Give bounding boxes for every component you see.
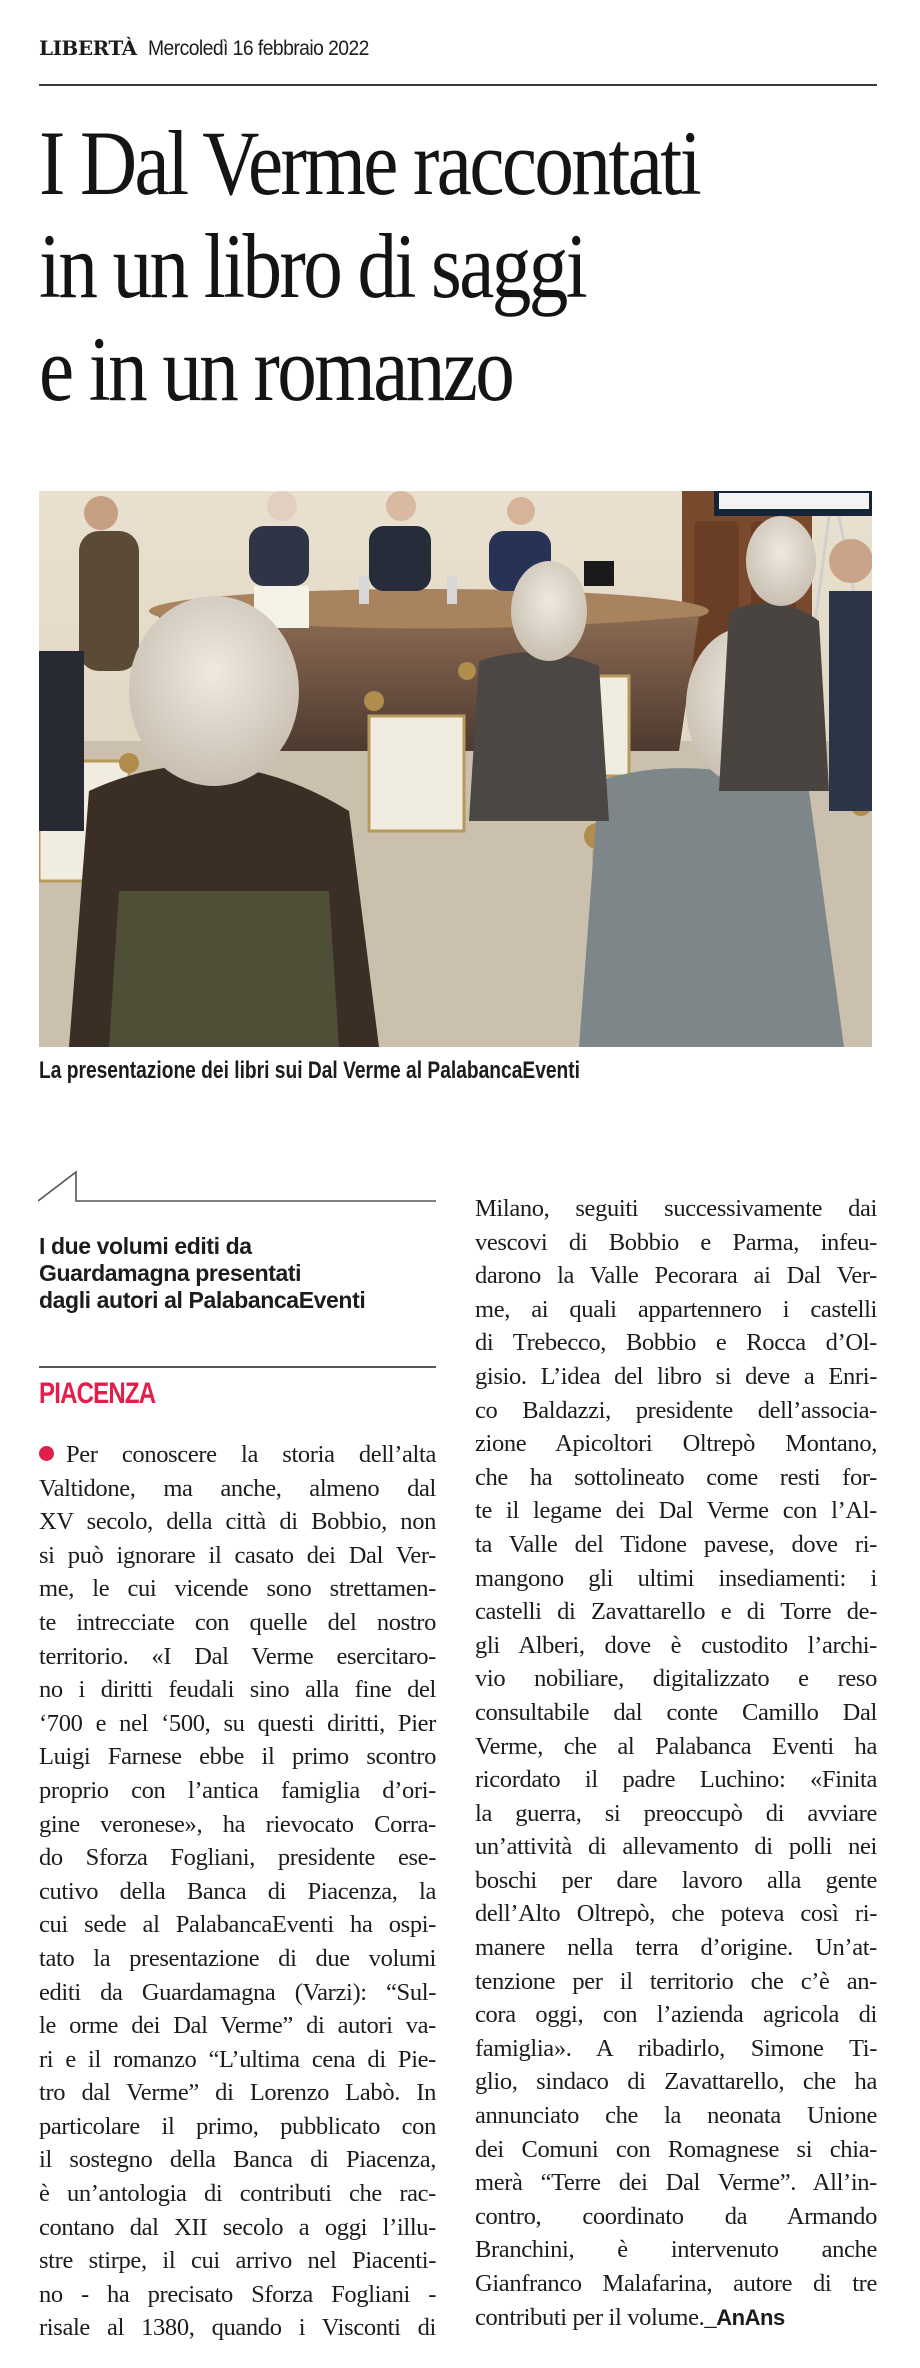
body-line: stre stirpe, il cui arrivo nel Piacenti- (39, 2247, 436, 2275)
masthead-divider (39, 84, 877, 86)
body-line: dei Comuni con Romagnese si chia- (475, 2135, 877, 2163)
body-line: cora oggi, con l’azienda agricola di (475, 2001, 877, 2029)
article-headline (39, 112, 899, 421)
body-line-last: contributi per il volume._AnAns (475, 2303, 785, 2331)
body-line: contro, coordinato da Armando (475, 2202, 877, 2230)
body-line: no i diritti feudali sino alla fine del (39, 1676, 436, 1704)
audience-member-left-edge (39, 651, 84, 831)
kicker-divider (39, 1366, 436, 1368)
red-bullet-icon (39, 1446, 54, 1461)
body-line: co Baldazzi, presidente dell’associa- (475, 1396, 877, 1424)
masthead (39, 34, 388, 63)
body-line: zione Apicoltori Oltrepò Montano, (475, 1430, 877, 1458)
body-line: famiglia». A ribadirlo, Simone Ti- (475, 2034, 877, 2062)
body-line: editi da Guardamagna (Varzi): “Sul- (39, 1978, 436, 2006)
body-line: un’attività di allevamento di polli nei (475, 1833, 877, 1861)
photo-caption: La presentazione dei libri sui Dal Verme al PalabancaEventi (39, 1057, 581, 1084)
body-line: ‘700 e nel ‘500, su questi diritti, Pier (39, 1709, 436, 1737)
body-line: ri e il romanzo “L’ultima cena di Pie- (39, 2045, 436, 2073)
body-line: le orme dei Dal Verme” di autori va- (39, 2012, 436, 2040)
body-line: contano dal XII secolo a oggi l’illu- (39, 2213, 436, 2241)
body-line: darono la Valle Pecorara ai Dal Ver- (475, 1262, 877, 1290)
body-line: castelli di Zavattarello e di Torre de- (475, 1598, 877, 1626)
body-line: gine veronese», ha rievocato Corra- (39, 1810, 436, 1838)
newspaper-name: LIBERTÀ (39, 36, 137, 60)
body-line: che ha sottolineato come resti for- (475, 1463, 877, 1491)
subheading-line: I due volumi editi da (39, 1233, 252, 1259)
body-line: gli Alberi, dove è custodito l’archi- (475, 1631, 877, 1659)
body-line: XV secolo, della città di Bobbio, non (39, 1508, 436, 1536)
subheading-line: Guardamagna presentati (39, 1260, 302, 1286)
body-line: Verme, che al Palabanca Eventi ha (475, 1732, 877, 1760)
body-line: proprio con l’antica famiglia d’ori- (39, 1776, 436, 1804)
body-line: do Sforza Fogliani, presidente ese- (39, 1844, 436, 1872)
headline-line: e in un romanzo (39, 318, 513, 420)
body-line: te il legame dei Dal Verme con l’Al- (475, 1497, 877, 1525)
body-line: gisio. L’idea del libro si deve a Enri- (475, 1362, 877, 1390)
body-line: tato la presentazione di due volumi (39, 1944, 436, 1972)
body-line: di Trebecco, Bobbio e Rocca d’Ol- (475, 1329, 877, 1357)
location-kicker: PIACENZA (39, 1377, 156, 1410)
body-column-right (475, 1192, 877, 2334)
author-signature: AnAns (716, 2304, 785, 2330)
body-line-first: Per conoscere la storia dell’alta (39, 1438, 436, 1472)
body-line: cui sede al PalabancaEventi ha ospi- (39, 1911, 436, 1939)
photo-illustration (39, 491, 872, 1047)
body-line: tro dal Verme” di Lorenzo Labò. In (39, 2079, 436, 2107)
body-line: Valtidone, ma anche, almeno dal (39, 1474, 436, 1502)
body-line: glio, sindaco di Zavattarello, che ha (475, 2068, 877, 2096)
article-photo (39, 491, 872, 1047)
body-line: vio nobiliare, digitalizzato e reso (475, 1665, 877, 1693)
body-line: me, ai quali appartennero i castelli (475, 1295, 877, 1323)
body-line: tenzione per il territorio che c’è an- (475, 1967, 877, 1995)
body-line: manere nella terra d’origine. Un’at- (475, 1934, 877, 1962)
body-line: il sostegno della Banca di Piacenza, (39, 2146, 436, 2174)
headline-line: in un libro di saggi (39, 215, 586, 317)
body-line: te intrecciate con quelle del nostro (39, 1608, 436, 1636)
body-line: cutivo della Banca di Piacenza, la (39, 1877, 436, 1905)
body-line: la guerra, si preoccupò di avviare (475, 1799, 877, 1827)
body-line: vescovi di Bobbio e Parma, infeu- (475, 1228, 877, 1256)
body-line: merà “Terre dei Dal Verme”. All’in- (475, 2169, 877, 2197)
body-line: Milano, seguiti successivamente dai (475, 1195, 877, 1222)
body-line: no - ha precisato Sforza Fogliani - (39, 2280, 436, 2308)
body-line: me, le cui vicende sono strettamen- (39, 1575, 436, 1603)
body-line: consultabile dal conte Camillo Dal (475, 1698, 877, 1726)
article-subheading (39, 1233, 439, 1314)
publication-date: Mercoledì 16 febbraio 2022 (148, 37, 370, 60)
body-line: territorio. «I Dal Verme esercitaro- (39, 1642, 436, 1670)
body-line: ta Valle del Tidone pavese, dove ri- (475, 1530, 877, 1558)
subheading-line: dagli autori al PalabancaEventi (39, 1287, 366, 1313)
body-line: è un’antologia di contributi che rac- (39, 2180, 436, 2208)
body-line: si può ignorare il casato dei Dal Ver- (39, 1541, 436, 1569)
body-line: particolare il primo, pubblicato con (39, 2112, 436, 2140)
body-line: risale al 1380, quando i Visconti di (39, 2314, 436, 2342)
deck-decoration-line (38, 1168, 438, 1204)
body-line: boschi per dare lavoro alla gente (475, 1866, 877, 1894)
body-line: annunciato che la neonata Unione (475, 2102, 877, 2130)
body-line: Branchini, è intervenuto anche (475, 2236, 877, 2264)
body-line: mangono gli ultimi insediamenti: i (475, 1564, 877, 1592)
body-column-left (39, 1438, 436, 2345)
body-line: dell’Alto Oltrepò, che poteva così ri- (475, 1900, 877, 1928)
body-line: Gianfranco Malafarina, autore di tre (475, 2270, 877, 2297)
body-line: ricordato il padre Luchino: «Finita (475, 1766, 877, 1794)
body-line: Luigi Farnese ebbe il primo scontro (39, 1743, 436, 1771)
headline-line: I Dal Verme raccontati (39, 112, 700, 214)
